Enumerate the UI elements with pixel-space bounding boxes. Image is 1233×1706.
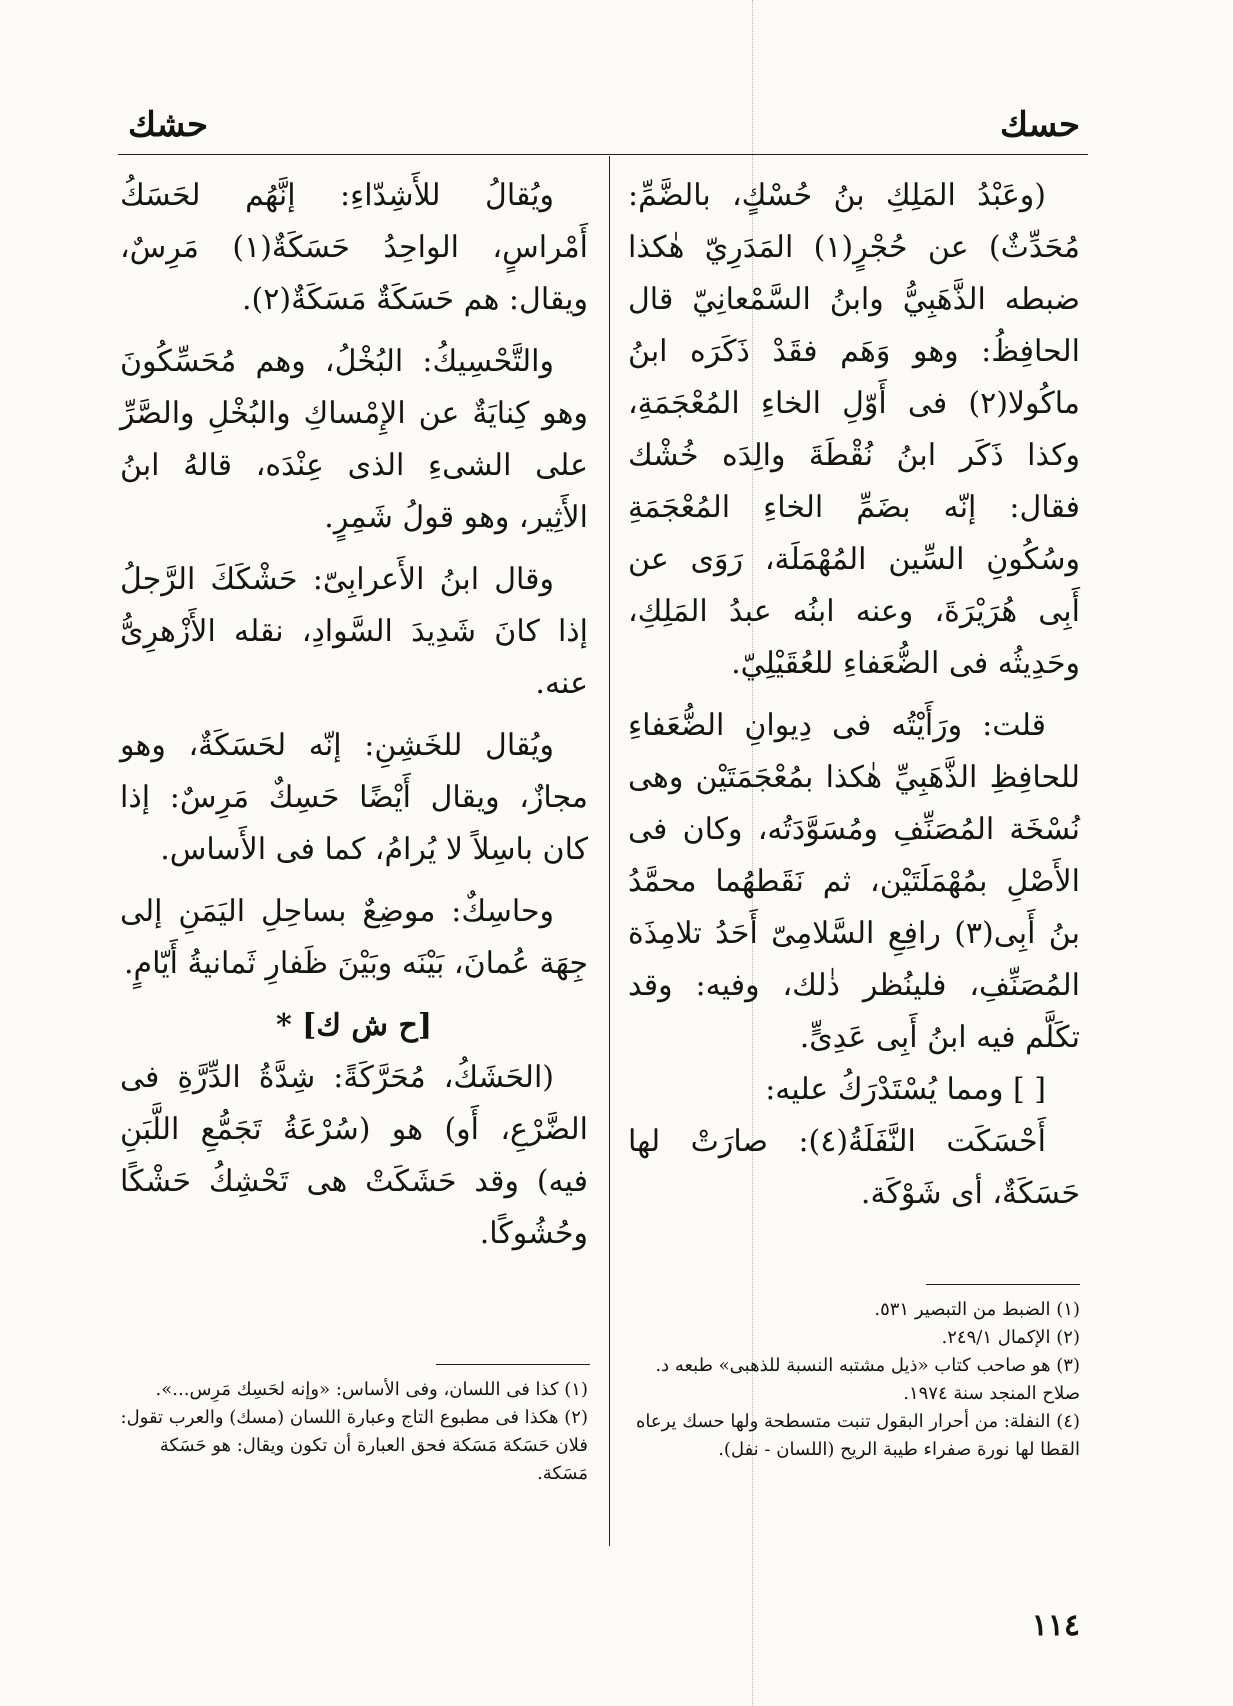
footnotes-right	[628, 1296, 1080, 1464]
paragraph: وحاسِكٌ: موضِعٌ بساحِلِ اليَمَنِ إلى جِهَة عُمانَ، بَيْنَه وبَيْنَ ظَفارِ ثَمانيةُ أَيّامٍ.	[120, 894, 588, 981]
footnote: (٣) هو صاحب كتاب «ذيل مشتبه النسبة للذهبى» طبعه د. صلاح المنجد سنة ١٩٧٤.	[655, 1355, 1080, 1404]
footnote: (٢) الإكمال ٢٤٩/١.	[941, 1327, 1080, 1348]
footnote: (١) كذا فى اللسان، وفى الأساس: «وإنه لحَسِك مَرِس...».	[155, 1379, 588, 1400]
paragraph: ويُقالُ للأَشِدّاءِ: إنَّهُم لحَسَكُ أَمْراسٍ، الواحِدُ حَسَكَةٌ(١) مَرِسٌ، ويقال: هم حَسَكَةٌ مَسَكَةٌ(٢).	[120, 178, 588, 317]
footnote: (١) الضبط من التبصير ٥٣١.	[874, 1299, 1080, 1320]
footnote-rule	[926, 1284, 1080, 1285]
left-column	[120, 170, 588, 1260]
header-rule	[118, 154, 1088, 155]
column-divider	[609, 156, 610, 1546]
page-number: ١١٤	[1031, 1608, 1080, 1643]
paragraph: [ ] ومما يُسْتَدْرَكُ عليه:	[765, 1072, 1046, 1107]
footnote: (٤) النفلة: من أحرار البقول تنبت متسطحة ولها حسك يرعاه القطا لها نورة صفراء طيبة الريح (اللسان - نفل).	[635, 1411, 1080, 1460]
paragraph: وقال ابنُ الأَعرابِىّ: حَشْكَكَ الرَّجلُ إذا كانَ شَدِيدَ السَّوادِ، نقله الأَزْهرِىُّ عنه.	[120, 562, 588, 701]
left-headword: حشك	[128, 105, 209, 145]
paragraph: ويُقال للخَشِنِ: إنّه لحَسَكَةٌ، وهو مجازٌ، ويقال أَيْضًا حَسِكٌ مَرِسٌ: إذا كان باسِلاً لا يُرامُ، كما فى الأَساس.	[120, 728, 588, 867]
entry-heading: [ح ش ك] *	[275, 1008, 433, 1043]
footnote: (٢) هكذا فى مطبوع التاج وعبارة اللسان (مسك) والعرب تقول: فلان حَسَكة مَسَكة فحق العبارة أن تكون ويقال: هو حَسَكة مَسَكة.	[120, 1407, 588, 1484]
paragraph: (وعَبْدُ المَلِكِ بنُ حُسْكٍ، بالضَّمِّ: مُحَدِّثٌ) عن حُجْرٍ(١) المَدَرِيّ هٰكذا ضبطه الذَّهَبِيُّ وابنُ السَّمْعانِيّ قال الحافِظُ: وهو وَهَم فقَدْ ذَكَرَه ابنُ ماكُولا(٢) فى أَوّلِ الخاءِ المُعْجَمَةِ، وكذا ذَكَر ابنُ نُقْطَةَ والِدَه خُشْك فقال: إنّه بضَمِّ الخاءِ المُعْجَمَةِ وسُكُونِ السِّين المُهْمَلَة، رَوَى عن أَبِى هُرَيْرَةَ، وعنه ابنُه عبدُ المَلِكِ، وحَدِيثُه فى الضُّعَفاءِ للعُقَيْلِيّ.	[628, 178, 1081, 681]
footnote-rule	[436, 1364, 590, 1365]
right-column	[628, 170, 1080, 1220]
paragraph: (الحَشَكُ، مُحَرَّكَةً: شِدَّةُ الدِّرَّةِ فى الضَّرْعِ، أَو) هو (سُرْعَةُ تَجَمُّعِ اللَّبَنِ فيه) وقد حَشَكَتْ هى تَحْشِكُ حَشْكًا وحُشُوكًا.	[120, 1060, 588, 1251]
paragraph: والتَّحْسِيكُ: البُخْلُ، وهم مُحَسِّكُونَ وهو كِنايَةٌ عن الإِمْساكِ والبُخْلِ والصَّرِّ على الشىءِ الذى عِنْدَه، قالهُ ابنُ الأَثِير، وهو قولُ شَمِرٍ.	[120, 344, 588, 535]
paragraph: أَحْسَكَت النَّفَلَةُ(٤): صارَتْ لها حَسَكَةٌ، أى شَوْكَة.	[628, 1124, 1080, 1211]
right-headword: حسك	[999, 105, 1080, 145]
paragraph: قلت: ورَأَيْتُه فى دِيوانِ الضُّعَفاءِ للحافِظِ الذَّهَبِيِّ هٰكذا بمُعْجَمَتَيْن وهى نُسْخَة المُصَنِّفِ ومُسَوَّدَتُه، وكان فى الأَصْلِ بمُهْمَلَتَيْن، ثم نَقَطهُما محمَّدُ بنُ أَبِى(٣) رافِعِ السَّلامِىّ أَحَدُ تلامِذَة المُصَنِّفِ، فلينُظر ذٰلك، وفيه: وقد تكَلَّم فيه ابنُ أَبِى عَدِىٍّ.	[628, 708, 1080, 1055]
footnotes-left	[120, 1376, 588, 1488]
